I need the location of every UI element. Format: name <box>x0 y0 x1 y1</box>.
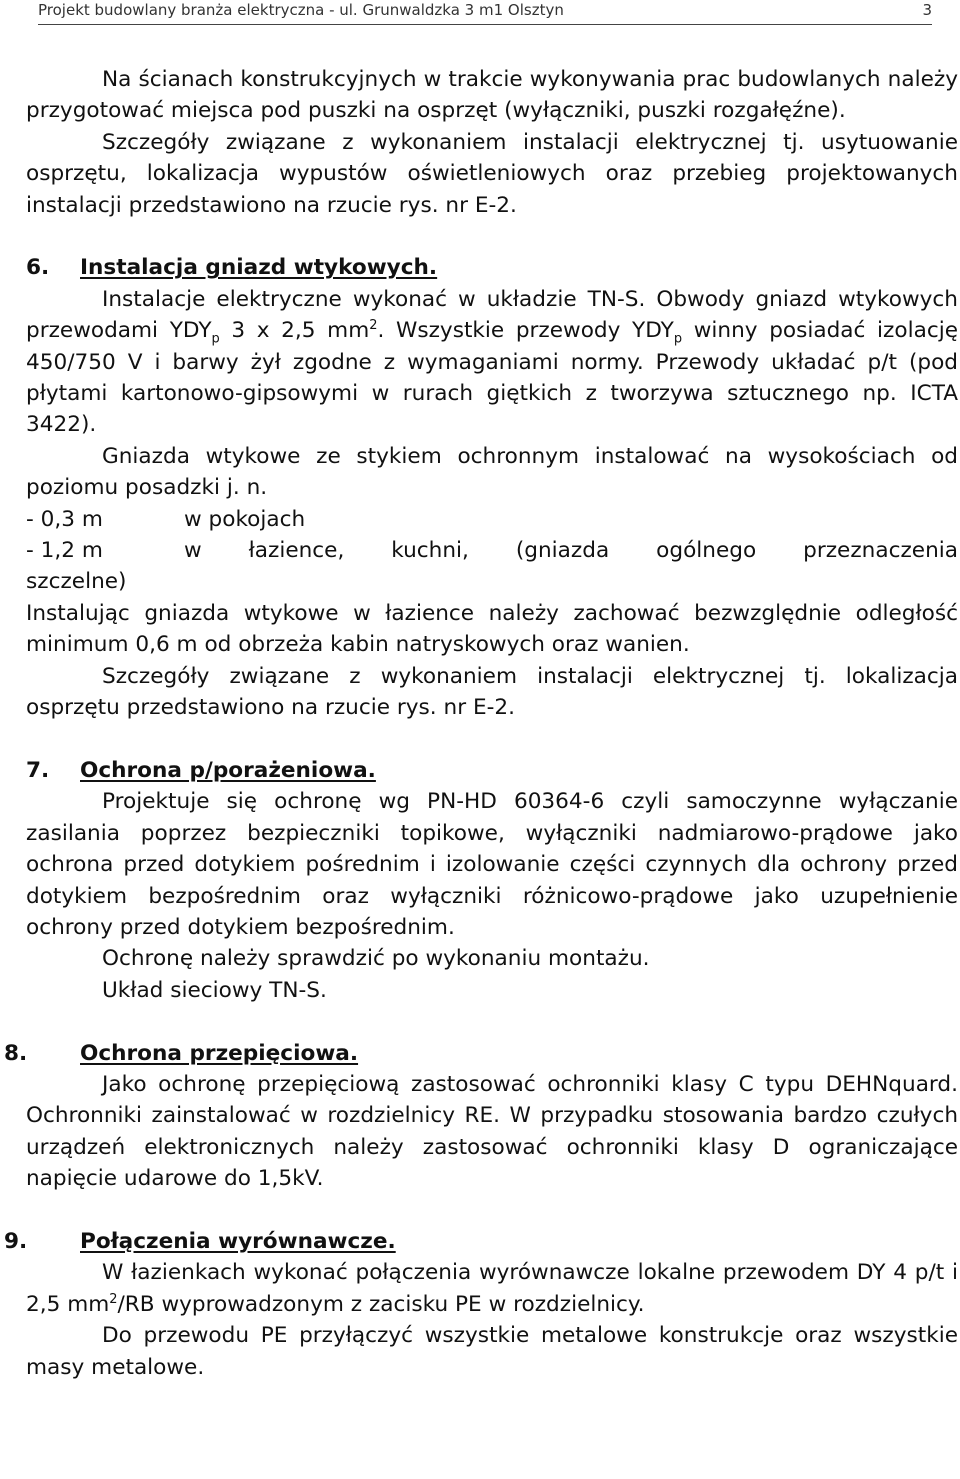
section-6-paragraph-3: Instalując gniazda wtykowe w łazience należy zachować bezwzględnie odległość minimum 0,6 m od obrzeża kabin natryskowych oraz wanien. <box>26 600 958 658</box>
section-title: Ochrona przepięciowa. <box>80 1040 359 1066</box>
page-number: 3 <box>922 1 932 19</box>
document-body <box>4 64 958 1383</box>
section-9-paragraph-1: W łazienkach wykonać połączenia wyrównawcze lokalne przewodem DY 4 p/t i 2,5 $mm^2/RB$ wyprowadzonym z zacisku PE w rozdzielnicy. <box>26 1260 958 1317</box>
section-title: Instalacja gniazd wtykowych. <box>80 255 438 281</box>
section-number: 7. <box>26 757 50 783</box>
height-value: - 1,2 m <box>26 538 103 564</box>
section-number: 9. <box>4 1228 28 1254</box>
height-row-1 <box>26 504 958 535</box>
section-7-paragraph-2: Ochronę należy sprawdzić po wykonaniu montażu. <box>102 946 650 972</box>
height-value: - 0,3 m <box>26 506 103 532</box>
section-number: 8. <box>4 1040 28 1066</box>
section-6-paragraph-4: Szczegóły związane z wykonaniem instalacji elektrycznej tj. lokalizacja osprzętu przedstawiono na rzucie rys. nr E-2. <box>26 663 958 721</box>
height-row-2-continuation: szczelne) <box>26 569 127 595</box>
section-number: 6. <box>26 255 50 281</box>
height-row-2 <box>26 535 958 566</box>
section-title: Połączenia wyrównawcze. <box>80 1228 396 1254</box>
height-location: w łazience, kuchni, (gniazda ogólnego przeznaczenia <box>184 538 958 564</box>
section-9-heading <box>4 1226 958 1257</box>
intro-paragraph-2: Szczegóły związane z wykonaniem instalacji elektrycznej tj. usytuowanie osprzętu, lokalizacja wypustów oświetleniowych oraz przebieg projektowanych instalacji przedstawiono na rzucie rys. nr E-2. <box>26 129 958 218</box>
section-6-paragraph-2: Gniazda wtykowe ze stykiem ochronnym instalować na wysokościach od poziomu posadzki j. n. <box>26 443 958 501</box>
section-8-heading <box>4 1038 958 1069</box>
section-6-paragraph-1: Instalacje elektryczne wykonać w układzie TN-S. Obwody gniazd wtykowych przewodami $YDY_p$ 3 x 2,5 $mm^2$. Wszystkie przewody $YDY_p$ winny posiadać izolację 450/750 V i barwy żył zgodne z wymaganiami normy. Przewody układać p/t (pod płytami kartonowo-gipsowymi w rurach giętkich z tworzywa sztucznego np. ICTA 3422). <box>26 286 958 438</box>
height-location: w pokojach <box>184 506 306 532</box>
section-7-heading <box>26 755 958 786</box>
section-9-paragraph-2: Do przewodu PE przyłączyć wszystkie metalowe konstrukcje oraz wszystkie masy metalowe. <box>26 1323 958 1380</box>
section-title: Ochrona p/porażeniowa. <box>80 757 376 783</box>
section-6-heading <box>26 252 958 283</box>
section-7-paragraph-3: Układ sieciowy TN-S. <box>102 977 327 1003</box>
header-title: Projekt budowlany branża elektryczna - ul. Grunwaldzka 3 m1 Olsztyn <box>38 1 564 19</box>
section-8-paragraph-1: Jako ochronę przepięciową zastosować ochronniki klasy C typu DEHNquard. Ochronniki zainstalować w rozdzielnicy RE. W przypadku stosowania bardzo czułych urządzeń elektronicznych należy zastosować ochronniki klasy D ograniczające napięcie udarowe do 1,5kV. <box>26 1071 958 1192</box>
intro-paragraph-1: Na ścianach konstrukcyjnych w trakcie wykonywania prac budowlanych należy przygotować miejsca pod puszki na osprzęt (wyłączniki, puszki rozgałęźne). <box>26 67 958 124</box>
page-header <box>38 0 932 25</box>
section-7-paragraph-1: Projektuje się ochronę wg PN-HD 60364-6 czyli samoczynne wyłączanie zasilania poprzez bezpieczniki topikowe, wyłączniki nadmiarowo-prądowe jako ochrona przed dotykiem pośrednim i izolowanie części czynnych dla ochrony przed dotykiem bezpośrednim oraz wyłączniki różnicowo-prądowe jako uzupełnienie ochrony przed dotykiem bezpośrednim. <box>26 789 958 940</box>
